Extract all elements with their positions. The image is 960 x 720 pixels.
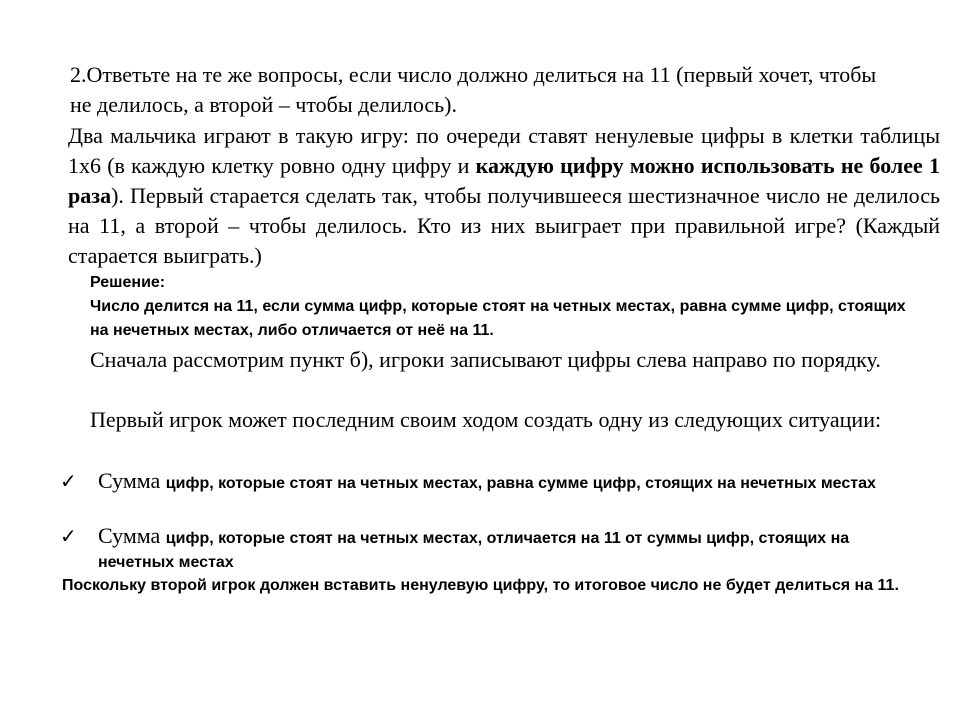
- conclusion-text: Поскольку второй игрок должен вставить ненулевую цифру, то итоговое число не будет делиться на 11.: [62, 577, 899, 594]
- situation-detail: цифр, которые стоят на четных местах, равна сумме цифр, стоящих на нечетных местах: [165, 475, 876, 492]
- situation-text-1: [98, 466, 878, 496]
- step-1-text: Сначала рассмотрим пункт б), игроки записывают цифры слева направо по порядку.: [90, 347, 881, 372]
- solution-block: [90, 271, 910, 343]
- divisibility-rule: Число делится на 11, если сумма цифр, которые стоят на четных местах, равна сумме цифр, стоящих на нечетных местах, либо отличается от неё на 11.: [90, 298, 906, 339]
- solution-heading: Решение:: [90, 274, 166, 291]
- step-2-text: Первый игрок может последним своим ходом создать одну из следующих ситуации:: [90, 407, 882, 432]
- situation-lead: Сумма: [98, 523, 166, 548]
- question-2-text: 2.Ответьте на те же вопросы, если число должно делиться на 11 (первый хочет, чтобы не делилось, а второй – чтобы делилось).: [70, 62, 877, 117]
- problem-text-part1: Два мальчика играют в такую игру: по очереди ставят ненулевые цифры в клетки таблицы 1х6 (в каждую клетку ровно одну цифру и: [68, 123, 940, 178]
- problem-text-part2: ). Первый старается сделать так, чтобы получившееся шестизначное число не делилось на 11, а второй – чтобы делилось. Кто из них выиграет при правильной игре? (Каждый старается выиграть.): [68, 183, 940, 268]
- problem-statement: [68, 121, 940, 271]
- situation-detail: цифр, которые стоят на четных местах, отличается на 11 от суммы цифр, стоящих на нечетных местах: [98, 530, 850, 571]
- checkmark-icon: ✓: [60, 524, 77, 548]
- problem-text-emphasis: каждую цифру можно использовать не более 1 раза: [68, 153, 940, 208]
- checkmark-icon: ✓: [60, 469, 77, 493]
- situation-lead: Сумма: [98, 468, 166, 493]
- situation-text-2: [98, 521, 878, 575]
